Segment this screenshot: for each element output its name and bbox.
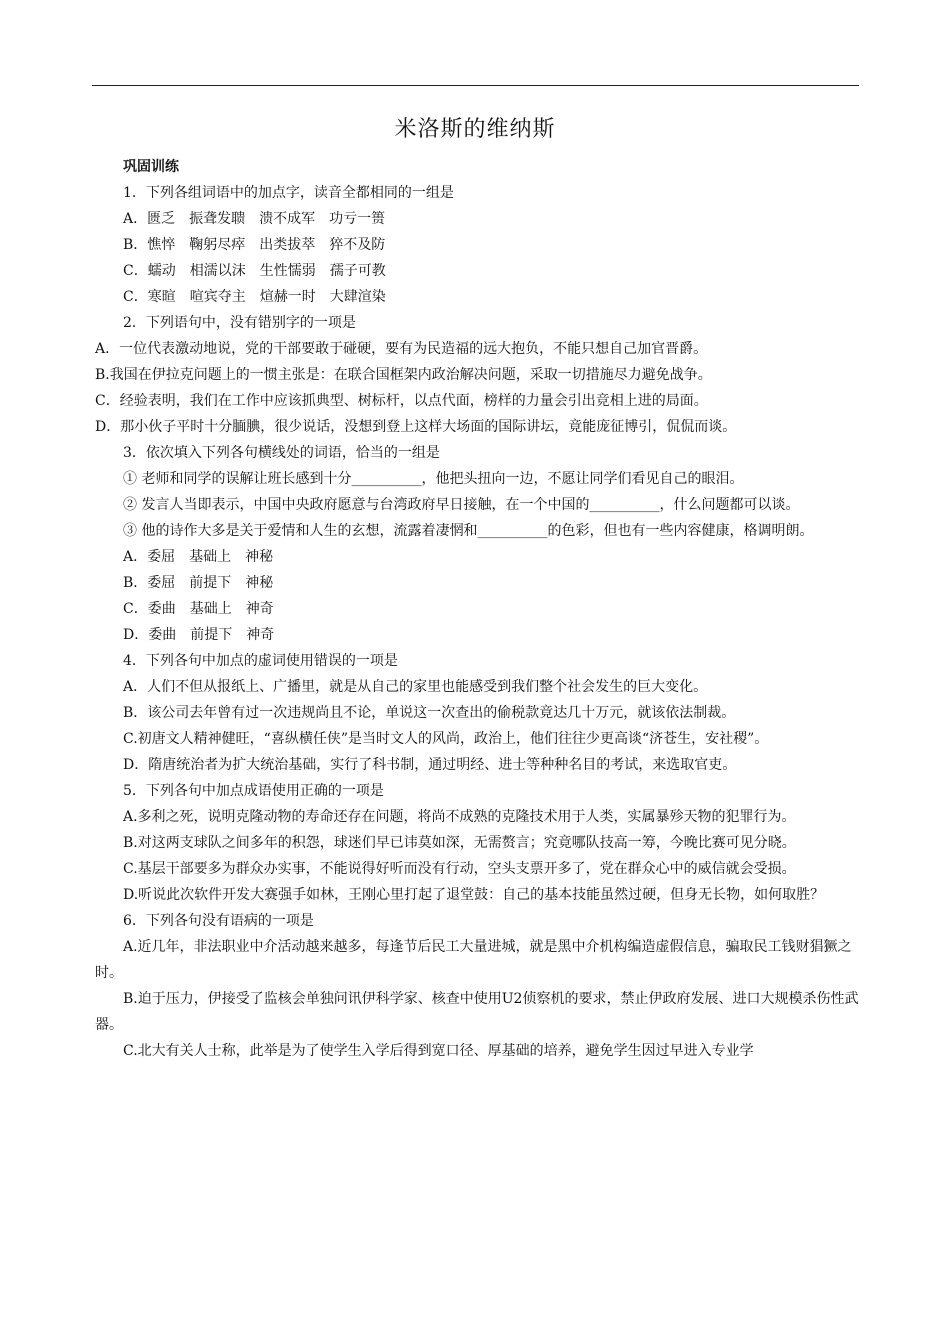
option-line: C．寒暄 喧宾夺主 煊赫一时 大肆渲染 [123, 289, 386, 305]
question-5: 5．下列各句中加点成语使用正确的一项是 [123, 783, 384, 799]
question-2: 2．下列语句中，没有错别字的一项是 [123, 315, 356, 331]
option-line: A.多利之死，说明克隆动物的寿命还存在问题，将尚不成熟的克隆技术用于人类，实属暴殄天物的犯罪行为。 [123, 809, 796, 825]
option-line: B.对这两支球队之间多年的积怨，球迷们早已讳莫如深，无需赘言；究竟哪队技高一筹，今晚比赛可见分晓。 [123, 835, 796, 851]
option-line: A．人们不但从报纸上、广播里，就是从自己的家里也能感受到我们整个社会发生的巨大变化。 [123, 679, 708, 695]
sentence-line: ② 发言人当即表示，中国中央政府愿意与台湾政府早日接触，在一个中国的__________，什么问题都可以谈。 [123, 497, 800, 513]
option-line: C.北大有关人士称，此举是为了使学生入学后得到宽口径、厚基础的培养，避免学生因过早进入专业学 [123, 1043, 754, 1059]
option-line: B．该公司去年曾有过一次违规尚且不论，单说这一次查出的偷税款竟达几十万元，就该依法制裁。 [123, 705, 736, 721]
section-heading: 巩固训练 [123, 159, 179, 175]
option-line: D．委曲 前提下 神奇 [123, 627, 275, 643]
option-line: A．匮乏 振聋发聩 溃不成军 功亏一篑 [123, 211, 386, 227]
option-line: C．蠕动 相濡以沫 生性懦弱 孺子可教 [123, 263, 386, 279]
option-line: B．委屈 前提下 神秘 [123, 575, 274, 591]
option-line: A．委屈 基础上 神秘 [123, 549, 274, 565]
option-line: D．隋唐统治者为扩大统治基础，实行了科书制，通过明经、进士等种种名目的考试，来选取官吏。 [123, 757, 737, 773]
page-title: 米洛斯的维纳斯 [394, 117, 556, 142]
option-line: D.听说此次软件开发大赛强手如林，王刚心里打起了退堂鼓：自己的基本技能虽然过硬，但身无长物，如何取胜？ [123, 887, 825, 903]
question-6: 6．下列各句没有语病的一项是 [123, 913, 314, 929]
top-rule [92, 85, 859, 86]
sentence-line: ③ 他的诗作大多是关于爱情和人生的玄想，流露着凄惘和__________的色彩，但也有一些内容健康，格调明朗。 [123, 523, 814, 539]
option-line: C．经验表明，我们在工作中应该抓典型、树标杆，以点代面，榜样的力量会引出竞相上进的局面。 [95, 393, 708, 409]
option-line: C.基层干部要多为群众办实事，不能说得好听而没有行动，空头支票开多了，党在群众心中的威信就会受损。 [123, 861, 796, 877]
option-line: C.初唐文人精神健旺，“喜纵横任侠”是当时文人的风尚，政治上，他们往往少更高谈“济苍生，安社稷”。 [123, 731, 769, 747]
sentence-line: ① 老师和同学的误解让班长感到十分__________，他把头扭向一边，不愿让同学们看见自己的眼泪。 [123, 471, 744, 487]
option-line: C．委曲 基础上 神奇 [123, 601, 274, 617]
option-line: B.迫于压力，伊接受了监核会单独问讯伊科学家、核查中使用U2侦察机的要求，禁止伊政府发展、进口大规模杀伤性武器。 [95, 991, 859, 1033]
question-4: 4．下列各句中加点的虚词使用错误的一项是 [123, 653, 398, 669]
option-line: B．憔悴 鞠躬尽瘁 出类拔萃 猝不及防 [123, 237, 386, 253]
option-line: D．那小伙子平时十分腼腆，很少说话，没想到登上这样大场面的国际讲坛，竟能庞征博引，侃侃而谈。 [95, 419, 737, 435]
question-3: 3．依次填入下列各句横线处的词语，恰当的一组是 [123, 445, 440, 461]
option-line: B.我国在伊拉克问题上的一惯主张是：在联合国框架内政治解决问题，采取一切措施尽力避免战争。 [95, 367, 712, 383]
question-1: 1．下列各组词语中的加点字，读音全都相同的一组是 [123, 185, 454, 201]
document-body [95, 154, 860, 1064]
option-line: A．一位代表激动地说，党的干部要敢于碰硬，要有为民造福的远大抱负，不能只想自己加官晋爵。 [95, 341, 708, 357]
option-line: A.近几年，非法职业中介活动越来越多，每逢节后民工大量进城，就是黑中介机构编造虚假信息，骗取民工钱财猖獗之时。 [95, 939, 852, 981]
